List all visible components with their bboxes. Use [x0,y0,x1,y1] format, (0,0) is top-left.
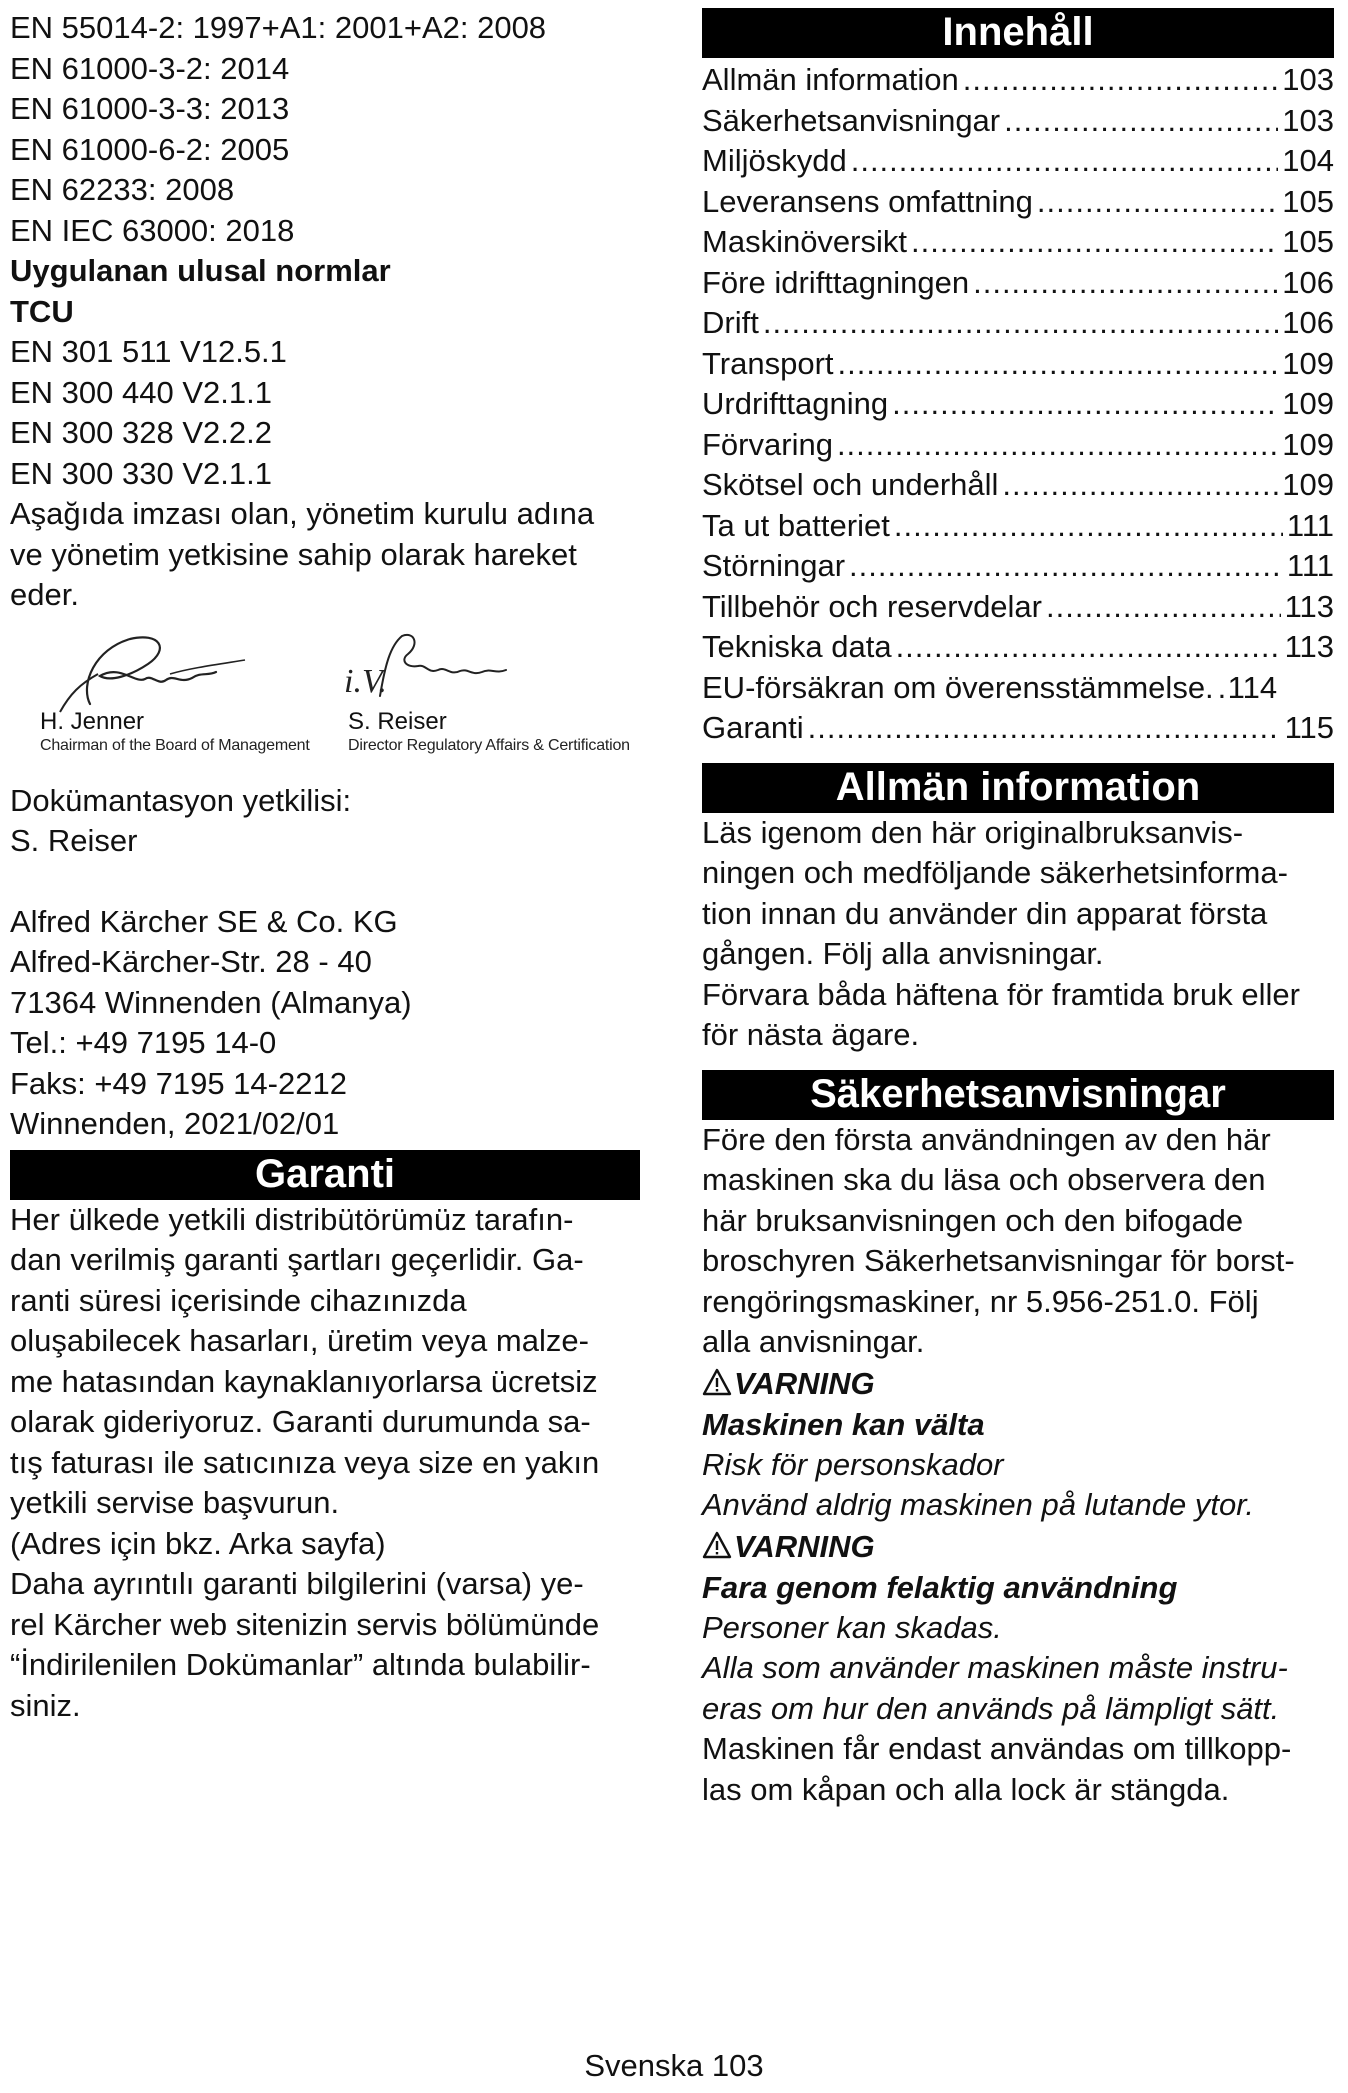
signatory-role: Director Regulatory Affairs & Certification [348,736,630,754]
warning-label-text: VARNING [734,1365,875,1401]
garanti-line: olarak gideriyoruz. Garanti durumunda sa- [10,1404,591,1439]
garanti-line: tış faturası ile satıcınıza veya size en yakın [10,1444,600,1480]
general-info-text [702,813,1334,1056]
tcu-heading: TCU [10,293,74,329]
toc-leader-dots [851,141,1279,182]
warning-triangle-icon [702,1368,732,1396]
toc-entry-page: 113 [1284,629,1334,664]
toc-entry-page: 111 [1286,548,1334,583]
tcu-standard-item: EN 300 330 V2.1.1 [10,455,272,491]
tcu-standard-item: EN 301 511 V12.5.1 [10,334,287,369]
toc-entry-page: 109 [1282,467,1334,502]
signatory-name: H. Jenner [40,707,145,735]
toc-entry-label: Förvaring [702,426,833,462]
closing-line: Maskinen får endast användas om tillkopp- [702,1731,1292,1766]
warning-line: Alla som använder maskinen måste instru- [702,1650,1288,1685]
toc-entry-page: 103 [1282,62,1334,97]
toc-entry-page: 113 [1284,588,1334,624]
toc-entry[interactable] [702,627,1334,668]
national-norms-heading: Uygulanan ulusal normlar [10,253,391,288]
warning-block [702,1526,1334,1730]
general-info-line: Läs igenom den här originalbruksanvis- [702,814,1244,850]
general-info-line: ningen och medföljande säkerhetsinforma- [702,855,1288,890]
toc-entry[interactable] [702,668,1334,709]
right-column [702,8,1334,1810]
safety-text [702,1120,1334,1363]
signature-reiser-image [340,626,530,706]
garanti-line: yetkili servise başvurun. [10,1485,340,1520]
standard-item: EN 55014-2: 1997+A1: 2001+A2: 2008 [10,10,547,45]
toc-entry[interactable] [702,222,1334,263]
toc-entry-label: Leveransens omfattning [702,183,1033,219]
toc-leader-dots [973,263,1278,304]
general-info-line: för nästa ägare. [702,1017,920,1052]
standard-item: EN 62233: 2008 [10,172,235,207]
toc-leader-dots [892,384,1278,425]
company-address [10,902,640,1145]
toc-entry-label: Maskinöversikt [702,224,907,259]
safety-line: broschyren Säkerhetsanvisningar för borst- [702,1243,1295,1278]
doc-authority-label: Dokümantasyon yetkilisi: [10,782,352,818]
warning-label-text: VARNING [734,1528,875,1564]
toc-entry[interactable] [702,263,1334,304]
toc-leader-dots [808,708,1281,749]
table-of-contents [702,60,1334,749]
warning-title: Maskinen kan välta [702,1406,985,1442]
toc-entry-label: Säkerhetsanvisningar [702,102,1001,138]
tcu-standards-list [10,332,640,494]
toc-leader-dots [837,425,1278,466]
toc-entry[interactable] [702,587,1334,628]
address-line: Tel.: +49 7195 14-0 [10,1025,277,1060]
closing-text [702,1729,1334,1810]
warning-line: Risk för personskador [702,1446,1004,1482]
warning-triangle-icon [702,1531,732,1559]
toc-entry[interactable] [702,384,1334,425]
toc-entry[interactable] [702,708,1334,749]
toc-entry[interactable] [702,141,1334,182]
toc-entry-page: 109 [1282,345,1334,381]
safety-line: Före den första användningen av den här [702,1121,1271,1157]
garanti-line: (Adres için bkz. Arka sayfa) [10,1525,386,1561]
toc-entry-label: Ta ut batteriet [702,507,890,543]
garanti-line: dan verilmiş garanti şartları geçerlidir. Ga- [10,1242,584,1277]
warning-line: Använd aldrig maskinen på lutande ytor. [702,1487,1255,1522]
safety-line: maskinen ska du läsa och observera den [702,1162,1266,1197]
toc-entry-label: Urdrifttagning [702,386,889,421]
toc-entry[interactable] [702,182,1334,223]
toc-entry[interactable] [702,60,1334,101]
toc-entry-label: EU-försäkran om överensstämmelse. [702,669,1214,705]
toc-leader-dots [1002,465,1278,506]
standards-list [10,8,640,251]
safety-line: här bruksanvisningen och den bifogade [702,1202,1244,1238]
toc-entry-label: Allmän information [702,62,959,97]
toc-entry-label: Transport [702,345,834,381]
signature-jenner-image [40,624,250,714]
toc-leader-dots [963,60,1279,101]
warning-block [702,1363,1334,1526]
toc-entry[interactable] [702,465,1334,506]
standard-item: EN 61000-3-2: 2014 [10,50,290,86]
left-column [10,8,640,1726]
statement-line: Aşağıda imzası olan, yönetim kurulu adına [10,496,595,531]
toc-leader-dots [849,546,1283,587]
closing-line: las om kåpan och alla lock är stängda. [702,1771,1230,1807]
toc-leader-dots [763,303,1278,344]
toc-entry[interactable] [702,546,1334,587]
signing-statement [10,494,640,616]
toc-leader-dots [911,222,1278,263]
garanti-line: siniz. [10,1687,81,1723]
toc-entry-label: Drift [702,305,759,340]
warning-line: eras om hur den används på lämpligt sätt. [702,1690,1280,1726]
general-info-line: tion innan du använder din apparat första [702,895,1268,931]
signatures-area [10,616,640,781]
garanti-line: Her ülkede yetkili distribütörümüz tarafın- [10,1201,574,1237]
footer-language: Svenska [584,2048,704,2083]
toc-entry-page: 115 [1284,710,1334,745]
toc-heading: Innehåll [702,8,1334,58]
toc-entry-page: 106 [1282,264,1334,300]
toc-leader-dots [1218,668,1224,709]
toc-entry-label: Tekniska data [702,629,892,664]
toc-entry-page: 109 [1282,386,1334,421]
safety-line: alla anvisningar. [702,1324,925,1359]
signature-prefix: i.V. [344,662,387,700]
toc-leader-dots [896,627,1281,668]
address-line: Faks: +49 7195 14-2212 [10,1065,347,1101]
toc-entry-page: 103 [1282,102,1334,138]
toc-entry-page: 106 [1282,305,1334,340]
toc-entry-page: 105 [1282,224,1334,259]
toc-entry-page: 111 [1286,507,1334,543]
toc-entry[interactable] [702,101,1334,142]
general-info-line: gången. Följ alla anvisningar. [702,936,1104,971]
standard-item: EN IEC 63000: 2018 [10,212,295,248]
toc-entry[interactable] [702,344,1334,385]
toc-entry-label: Miljöskydd [702,143,847,178]
toc-leader-dots [838,344,1279,385]
toc-entry[interactable] [702,303,1334,344]
general-info-heading: Allmän information [702,763,1334,813]
warning-line: Personer kan skadas. [702,1609,1002,1645]
toc-entry-label: Garanti [702,710,804,745]
tcu-standard-item: EN 300 328 V2.2.2 [10,415,272,450]
signature-reiser [348,708,630,756]
footer-page-number: 103 [711,2048,764,2083]
standard-item: EN 61000-6-2: 2005 [10,131,290,167]
doc-authority-name: S. Reiser [10,823,138,858]
statement-line: ve yönetim yetkisine sahip olarak hareket [10,536,577,572]
garanti-heading: Garanti [10,1150,640,1200]
warning-label [702,1526,1334,1567]
toc-entry[interactable] [702,506,1334,547]
toc-leader-dots [1046,587,1281,628]
garanti-line: ranti süresi içerisinde cihazınızda [10,1282,467,1318]
safety-heading: Säkerhetsanvisningar [702,1070,1334,1120]
signature-jenner [40,708,310,756]
toc-entry-page: 114 [1227,669,1278,705]
safety-line: rengöringsmaskiner, nr 5.956-251.0. Följ [702,1283,1259,1319]
toc-entry-page: 109 [1282,426,1334,462]
toc-leader-dots [1004,101,1278,142]
signatory-name: S. Reiser [348,707,447,735]
toc-entry-label: Störningar [702,548,846,583]
page-footer [0,2048,1348,2084]
garanti-line: rel Kärcher web sitenizin servis bölümünde [10,1606,600,1642]
warning-title: Fara genom felaktig användning [702,1569,1178,1605]
toc-entry-label: Tillbehör och reservdelar [702,588,1043,624]
garanti-line: “İndirilenilen Dokümanlar” altında bulabilir- [10,1647,591,1682]
general-info-line: Förvara båda häftena för framtida bruk eller [702,976,1300,1012]
garanti-line: me hatasından kaynaklanıyorlarsa ücretsiz [10,1363,598,1399]
garanti-text [10,1200,640,1727]
statement-line: eder. [10,577,79,612]
address-line: Alfred Kärcher SE & Co. KG [10,903,398,939]
garanti-line: Daha ayrıntılı garanti bilgilerini (varsa) ye- [10,1566,584,1601]
warning-label [702,1363,1334,1404]
toc-entry[interactable] [702,425,1334,466]
toc-leader-dots [894,506,1283,547]
toc-entry-page: 105 [1282,183,1334,219]
toc-entry-page: 104 [1282,143,1334,178]
toc-entry-label: Skötsel och underhåll [702,467,999,502]
address-line: Alfred-Kärcher-Str. 28 - 40 [10,944,372,979]
toc-leader-dots [1037,182,1278,223]
garanti-line: oluşabilecek hasarları, üretim veya malze- [10,1323,589,1358]
address-line: Winnenden, 2021/02/01 [10,1106,340,1141]
address-line: 71364 Winnenden (Almanya) [10,984,412,1020]
standard-item: EN 61000-3-3: 2013 [10,91,290,126]
signatory-role: Chairman of the Board of Management [40,736,310,754]
toc-entry-label: Före idrifttagningen [702,264,970,300]
tcu-standard-item: EN 300 440 V2.1.1 [10,374,272,410]
